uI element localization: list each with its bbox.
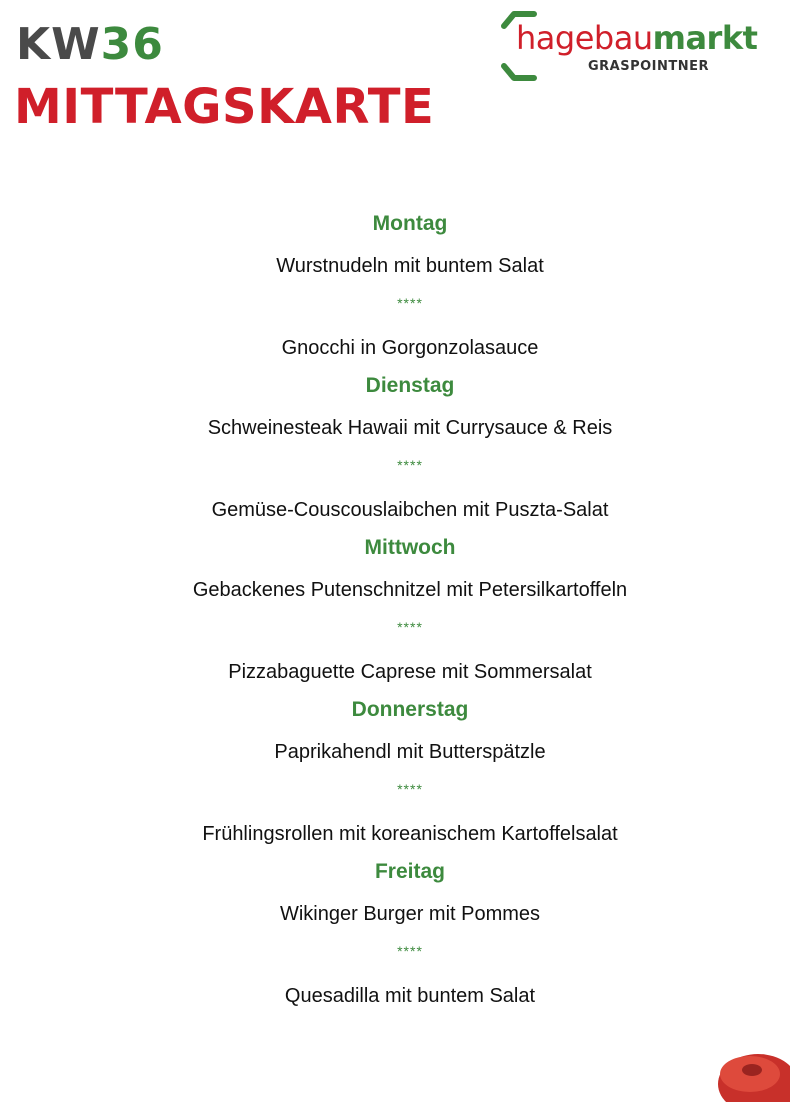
decorative-red-shape-icon [700,1040,790,1102]
day-friday [0,858,800,1010]
separator: **** [397,781,423,797]
dish-2: Quesadilla mit buntem Salat [284,985,536,1007]
day-wednesday [0,534,800,686]
separator: **** [397,295,423,311]
day-name: Mittwoch [364,536,456,559]
dish-1: Paprikahendl mit Butterspätzle [274,741,546,763]
dish-1: Wikinger Burger mit Pommes [279,903,541,925]
logo-name [516,20,757,56]
logo-name-part1: hagebau [516,19,653,57]
day-thursday [0,696,800,848]
dish-2: Frühlingsrollen mit koreanischem Kartoffelsalat [202,823,618,845]
separator: **** [397,619,423,635]
separator: **** [397,943,423,959]
day-tuesday [0,372,800,524]
separator: **** [397,457,423,473]
day-name: Montag [372,212,448,235]
dish-2: Gnocchi in Gorgonzolasauce [281,337,539,359]
calendar-week-number: 36 [100,19,164,70]
calendar-week [16,19,164,70]
dish-1: Schweinesteak Hawaii mit Currysauce & Reis [207,417,613,439]
day-name: Freitag [374,860,445,883]
logo-name-part2: markt [652,19,758,57]
dish-2: Pizzabaguette Caprese mit Sommersalat [228,661,592,683]
logo-subtitle: GRASPOINTNER [588,59,710,74]
calendar-week-label: KW [16,19,101,70]
dish-1: Wurstnudeln mit buntem Salat [276,255,544,277]
hagebaumarkt-logo [500,10,780,80]
dish-2: Gemüse-Couscouslaibchen mit Puszta-Salat [211,499,609,521]
menu-list [0,200,800,1016]
day-name: Donnerstag [351,698,469,721]
dish-1: Gebackenes Putenschnitzel mit Petersilkartoffeln [192,579,628,601]
page-title: MITTAGSKARTE [14,79,435,135]
day-name: Dienstag [365,374,455,397]
day-monday [0,210,800,362]
